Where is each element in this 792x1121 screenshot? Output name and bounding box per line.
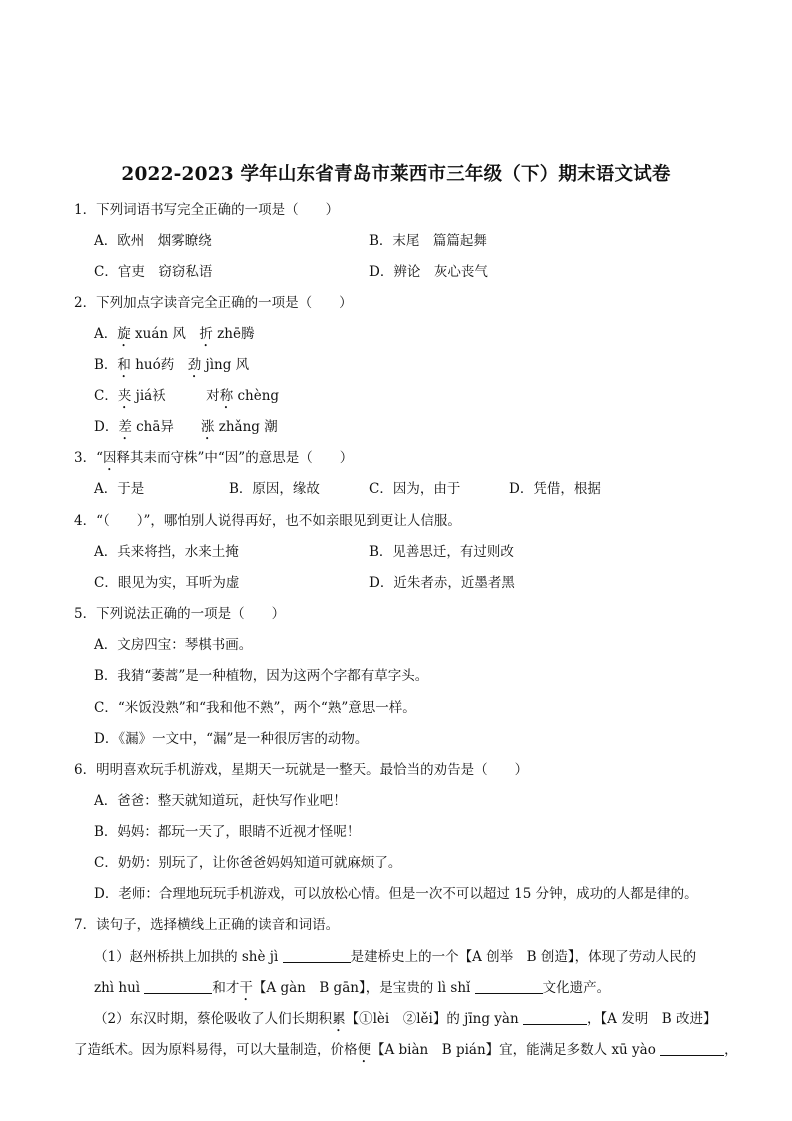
- sentence-text: 【A gàn B gān】，是宝贵的 lì shǐ: [252, 980, 475, 996]
- question-4-option-d: D．近朱者赤，近墨者黑: [369, 575, 515, 591]
- question-7-part-2-line-2: [74, 1041, 738, 1066]
- option-text: zhǎng 潮: [214, 419, 278, 435]
- option-text: jiá袄 对: [131, 388, 220, 404]
- question-3-option-b: B．原因，缘故: [229, 481, 320, 497]
- question-1-option-b: B．末尾 篇篇起舞: [369, 233, 487, 249]
- dotted-char: 因: [103, 450, 117, 466]
- dotted-char: 劲: [187, 357, 202, 373]
- question-1-stem: 1．下列词语书写完全正确的一项是（ ）: [74, 202, 340, 218]
- question-3-stem: [74, 449, 353, 474]
- sentence-text: 【①lèi ②lěi】的 jīng yàn: [345, 1011, 523, 1027]
- answer-blank[interactable]: [283, 962, 351, 963]
- sentence-text: ，【A 发明 B 改进】: [586, 1011, 717, 1027]
- sentence-text: 文化遗产。: [542, 980, 611, 996]
- question-6-option-a: A．爸爸：整天就知道玩，赶快写作业吧！: [94, 793, 347, 809]
- sentence-text: 了造纸术。因为原料易得，可以大量制造，价格: [74, 1042, 358, 1058]
- sentence-text: 是建桥史上的一个【A 创举 B 创造】，体现了劳动人民的: [350, 949, 697, 965]
- question-4-option-b: B．见善思迁，有过则改: [369, 544, 514, 560]
- question-1-option-c: C．官吏 窃窃私语: [94, 264, 213, 280]
- sentence-text: （2）东汉时期，蔡伦吸收了人们长期积: [94, 1011, 333, 1027]
- answer-blank[interactable]: [660, 1055, 724, 1056]
- question-2-option-a: [94, 325, 254, 350]
- question-2-option-d: [94, 418, 278, 443]
- answer-blank[interactable]: [144, 993, 212, 994]
- sentence-text: zhì huì: [94, 980, 145, 996]
- question-4-option-a: A．兵来将挡，水来土掩: [94, 544, 239, 560]
- question-2-option-c: [94, 387, 279, 412]
- question-2-stem: 2．下列加点字读音完全正确的一项是（ ）: [74, 295, 353, 311]
- question-6-stem: 6．明明喜欢玩手机游戏，星期天一玩就是一整天。最恰当的劝告是（ ）: [74, 762, 529, 778]
- question-3-option-a: A．于是: [94, 481, 145, 497]
- option-text: xuán 风: [130, 326, 200, 342]
- question-7-part-1-line-1: [94, 948, 724, 966]
- option-letter: D．: [94, 419, 119, 435]
- question-5-option-b: B．我猜“萎蒿”是一种植物，因为这两个字都有草字头。: [94, 668, 429, 684]
- question-6-option-d: D．老师：合理地玩玩手机游戏，可以放松心情。但是一次不可以超过 15 分钟，成功的人都是律的。: [94, 886, 698, 902]
- question-5-option-c: C．“米饭没熟”和“我和他不熟”，两个“熟”意思一样。: [94, 700, 416, 716]
- sentence-text: 和才: [212, 980, 240, 996]
- question-3-option-c: C．因为，由于: [369, 481, 461, 497]
- question-1-option-d: D．辨论 灰心丧气: [369, 264, 488, 280]
- option-text: huó药: [130, 357, 188, 373]
- option-text: jìng 风: [201, 357, 250, 373]
- question-2-option-b: [94, 356, 249, 381]
- question-7-part-2-line-1: [94, 1010, 724, 1035]
- question-4-stem: 4．“（ ）”，哪怕别人说得再好，也不如亲眼见到更让人信服。: [74, 513, 461, 529]
- question-7-stem: 7．读句子，选择横线上正确的读音和词语。: [74, 917, 340, 933]
- option-text: chā异: [131, 419, 201, 435]
- dotted-char: 和: [117, 357, 131, 373]
- dotted-char: 差: [118, 419, 132, 435]
- answer-blank[interactable]: [523, 1024, 587, 1025]
- option-text: zhē腾: [212, 326, 255, 342]
- sentence-text: （1）赵州桥拱上加拱的 shè jì: [94, 949, 283, 965]
- stem-text: 3．“: [74, 450, 103, 466]
- stem-text: 释其耒而守株”中“因”的意思是（ ）: [116, 450, 354, 466]
- question-5-stem: 5．下列说法正确的一项是（ ）: [74, 606, 286, 622]
- dotted-char: 干: [239, 980, 253, 996]
- dotted-char: 称: [219, 388, 234, 404]
- question-5-option-a: A．文房四宝：琴棋书画。: [94, 637, 253, 653]
- option-letter: A．: [94, 326, 118, 342]
- dotted-char: 折: [199, 326, 213, 342]
- option-letter: B．: [94, 357, 118, 373]
- dotted-char: 累: [332, 1011, 346, 1027]
- question-3-option-d: D．凭借，根据: [509, 481, 601, 497]
- question-1-option-a: A．欧州 烟雾瞭绕: [94, 233, 212, 249]
- question-5-option-d: D．《漏》一文中，“漏”是一种很厉害的动物。: [94, 731, 369, 747]
- question-7-part-1-line-2: [94, 979, 724, 1004]
- sentence-text: 【A biàn B pián】宜，能满足多数人 xū yào: [371, 1042, 661, 1058]
- sentence-text: ，: [724, 1042, 738, 1058]
- question-6-option-c: C．奶奶：别玩了，让你爸爸妈妈知道可就麻烦了。: [94, 855, 402, 871]
- question-4-option-c: C．眼见为实，耳听为虚: [94, 575, 240, 591]
- option-letter: C．: [94, 388, 118, 404]
- option-text: chèng: [233, 388, 280, 404]
- exam-title: 2022-2023 学年山东省青岛市莱西市三年级（下）期末语文试卷: [121, 164, 671, 185]
- dotted-char: 便: [357, 1042, 371, 1058]
- question-6-option-b: B．妈妈：都玩一天了，眼睛不近视才怪呢！: [94, 824, 361, 840]
- answer-blank[interactable]: [475, 993, 543, 994]
- dotted-char: 夹: [117, 388, 132, 404]
- dotted-char: 涨: [200, 419, 215, 435]
- dotted-char: 旋: [117, 326, 131, 342]
